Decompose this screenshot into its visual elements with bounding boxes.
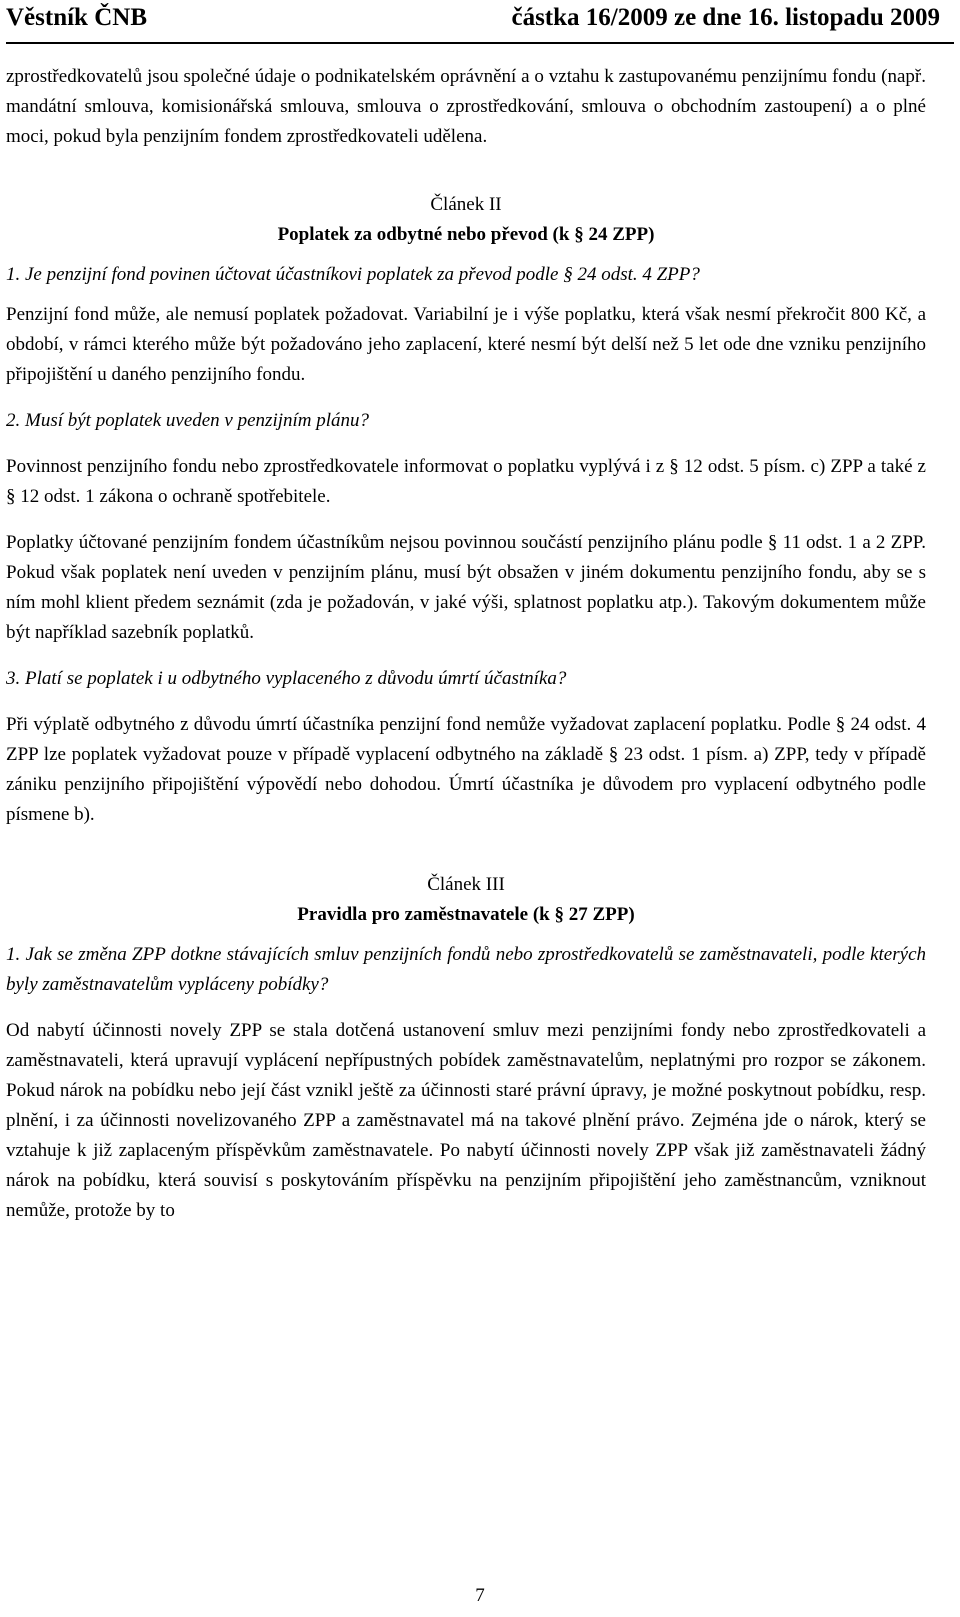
answer-4: Od nabytí účinnosti novely ZPP se stala dotčená ustanovení smluv mezi penzijními fondy nebo zprostředkovateli a zaměstnavateli, která upravují vyplácení nepřípustných pobídek zaměstnavatelům, neplatnými pro rozpor se zákonem. Pokud nárok na pobídku nebo její část vznikl ještě za účinnosti staré právní úpravy, je možné poskytnout pobídku, resp. plnění, i za účinnosti novelizovaného ZPP a zaměstnavatel má na takové plnění právo. Zejména jde o nárok, který se vztahuje k již zaplaceným příspěvkům zaměstnavatele. Po nabytí účinnosti novely ZPP však již zaměstnavateli žádný nárok na pobídku, která souvisí s poskytováním příspěvku na penzijním připojištění jeho zaměstnancům, vzniknout nemůže, protože by to — [6, 1020, 926, 1221]
answer-1: Penzijní fond může, ale nemusí poplatek požadovat. Variabilní je i výše poplatku, která však nesmí překročit 800 Kč, a období, v rámci kterého může být požadováno jeho zaplacení, které nesmí být delší než 5 let ode dne vzniku penzijního připojištění u daného penzijního fondu. — [6, 304, 926, 385]
article-2-title: Poplatek za odbytné nebo převod (k § 24 ZPP) — [277, 224, 655, 245]
article-3-title: Pravidla pro zaměstnavatele (k § 27 ZPP) — [297, 904, 635, 925]
document-body — [6, 62, 926, 1226]
question-3: 3. Platí se poplatek i u odbytného vyplaceného z důvodu úmrtí účastníka? — [6, 668, 567, 689]
issue-info: částka 16/2009 ze dne 16. listopadu 2009 — [511, 4, 940, 31]
page-number: 7 — [475, 1585, 485, 1606]
article-3-label: Článek III — [427, 874, 505, 895]
question-1: 1. Je penzijní fond povinen účtovat účastníkovi poplatek za převod podle § 24 odst. 4 ZPP? — [6, 264, 700, 285]
question-2: 2. Musí být poplatek uveden v penzijním plánu? — [6, 410, 370, 431]
answer-2b: Poplatky účtované penzijním fondem účastníkům nejsou povinnou součástí penzijního plánu podle § 11 odst. 1 a 2 ZPP. Pokud však poplatek není uveden v penzijním plánu, musí být obsažen v jiném dokumentu penzijního fondu, aby se s ním mohl klient předem seznámit (zda je požadován, v jaké výši, splatnost poplatku atp.). Takovým dokumentem může být například sazebník poplatků. — [6, 532, 926, 643]
page-header — [6, 0, 954, 44]
article-2-label: Článek II — [430, 194, 502, 215]
answer-3: Při výplatě odbytného z důvodu úmrtí účastníka penzijní fond nemůže vyžadovat zaplacení poplatku. Podle § 24 odst. 4 ZPP lze poplatek vyžadovat pouze v případě vyplacení odbytného na základě § 23 odst. 1 písm. a) ZPP, tedy v případě zániku penzijního připojištění výpovědí nebo dohodou. Úmrtí účastníka je důvodem pro vyplacení odbytného podle písmene b). — [6, 714, 926, 825]
intro-paragraph: zprostředkovatelů jsou společné údaje o podnikatelském oprávnění a o vztahu k zastupovanému penzijnímu fondu (např. mandátní smlouva, komisionářská smlouva, smlouva o zprostředkování, smlouva o obchodním zastoupení) a o plné moci, pokud byla penzijním fondem zprostředkovateli udělena. — [6, 66, 926, 147]
answer-2a: Povinnost penzijního fondu nebo zprostředkovatele informovat o poplatku vyplývá i z § 12 odst. 5 písm. c) ZPP a také z § 12 odst. 1 zákona o ochraně spotřebitele. — [6, 456, 926, 507]
question-4: 1. Jak se změna ZPP dotkne stávajících smluv penzijních fondů nebo zprostředkovatelů se zaměstnavateli, podle kterých byly zaměstnavatelům vypláceny pobídky? — [6, 944, 926, 995]
journal-title: Věstník ČNB — [6, 4, 147, 31]
